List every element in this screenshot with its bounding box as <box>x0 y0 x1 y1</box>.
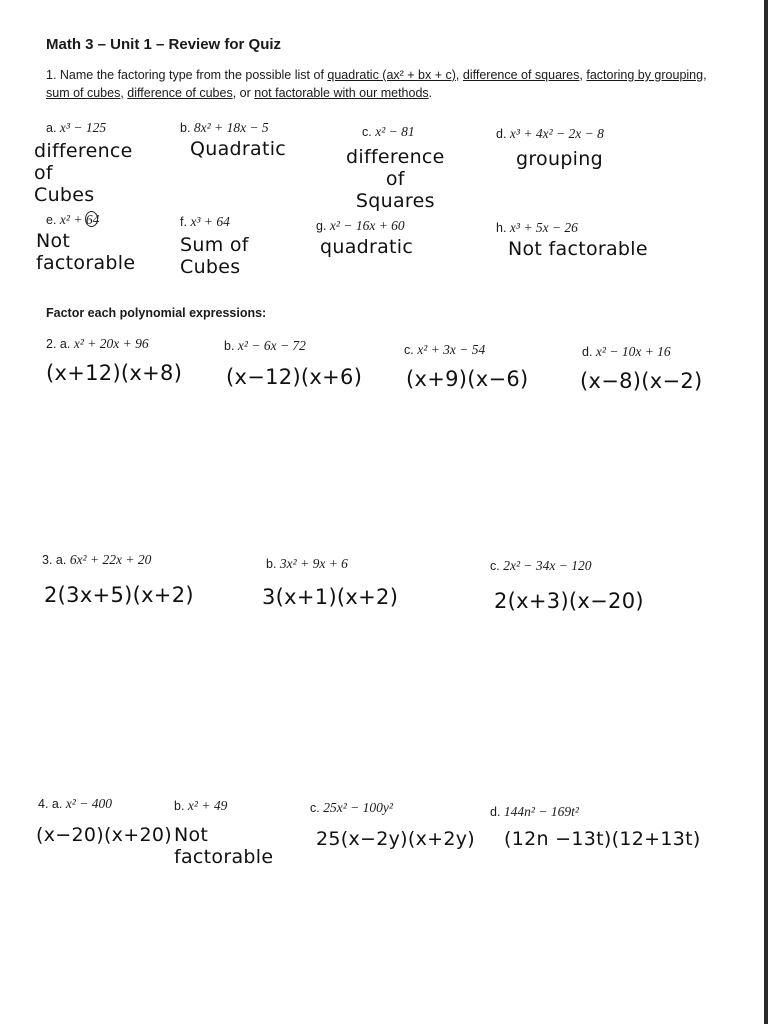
q2d-expression: x² − 10x + 16 <box>595 344 671 359</box>
q3a-expression: 6x² + 22x + 20 <box>69 552 152 567</box>
q2b-problem <box>224 338 306 354</box>
q4c-problem <box>310 800 393 816</box>
q2a-label: 2. a. <box>46 337 71 351</box>
q1-sep-5: , or <box>232 86 255 100</box>
q1d-problem <box>496 126 604 142</box>
q1b-expression: 8x² + 18x − 5 <box>193 120 269 135</box>
q1f-expression: x³ + 64 <box>190 214 230 229</box>
q2b-answer: (x−12)(x+6) <box>226 365 363 389</box>
q4b-problem <box>174 798 227 814</box>
q1d-expression: x³ + 4x² − 2x − 8 <box>509 126 604 141</box>
q3a-answer: 2(3x+5)(x+2) <box>44 583 194 607</box>
q1-sep-2: , <box>579 68 587 82</box>
option-difference-of-squares: difference of squares <box>462 68 580 82</box>
q1c-expression: x² − 81 <box>375 124 415 139</box>
option-difference-of-cubes: difference of cubes <box>127 86 233 100</box>
q1g-expression: x² − 16x + 60 <box>329 218 405 233</box>
q4a-problem <box>38 796 112 812</box>
q1b-answer: Quadratic <box>190 138 287 160</box>
q4d-problem <box>490 804 579 820</box>
q1a-expression: x³ − 125 <box>59 120 107 135</box>
q2a-answer: (x+12)(x+8) <box>46 361 183 385</box>
q1e-answer: Not factorable <box>36 230 136 274</box>
q2b-expression: x² − 6x − 72 <box>237 338 306 353</box>
q1h-expression: x³ + 5x − 26 <box>509 220 578 235</box>
q2c-problem <box>404 342 485 358</box>
q4d-label: d. <box>490 805 501 819</box>
q1d-label: d. <box>496 127 507 141</box>
q2d-problem <box>582 344 671 360</box>
q4b-expression: x² + 49 <box>187 798 228 813</box>
q1g-answer: quadratic <box>320 236 414 258</box>
q4a-expression: x² − 400 <box>65 796 112 811</box>
q1h-answer: Not factorable <box>508 238 648 260</box>
q1-prefix: 1. Name the factoring type from the possible list of <box>46 68 328 82</box>
q4d-answer: (12n −13t)(12+13t) <box>504 828 701 850</box>
page-title: Math 3 – Unit 1 – Review for Quiz <box>46 36 282 53</box>
q1b-problem <box>180 120 269 136</box>
q3c-expression: 2x² − 34x − 120 <box>503 558 592 573</box>
q1-sep-4: , <box>120 86 128 100</box>
q1c-label: c. <box>362 125 372 139</box>
q1a-answer: difference of Cubes <box>34 140 133 206</box>
q2d-label: d. <box>582 345 593 359</box>
q1f-label: f. <box>180 215 187 229</box>
q4c-label: c. <box>310 801 320 815</box>
q3c-problem <box>490 558 591 574</box>
q3a-label: 3. a. <box>42 553 67 567</box>
q1c-answer: difference of Squares <box>346 146 445 212</box>
scan-edge <box>764 0 768 1024</box>
q1e-expression: x² + 64 <box>59 212 100 227</box>
q3b-expression: 3x² + 9x + 6 <box>279 556 348 571</box>
q1g-label: g. <box>316 219 327 233</box>
option-sum-of-cubes: sum of cubes <box>46 86 121 100</box>
q2a-expression: x² + 20x + 96 <box>73 336 149 351</box>
q1-sep-1: , <box>455 68 463 82</box>
q4a-label: 4. a. <box>38 797 63 811</box>
q4c-expression: 25x² − 100y² <box>323 800 393 815</box>
q4a-answer: (x−20)(x+20) <box>36 824 172 846</box>
q1a-problem <box>46 120 106 136</box>
option-not-factorable: not factorable with our methods <box>254 86 429 100</box>
q1a-label: a. <box>46 121 57 135</box>
q4c-answer: 25(x−2y)(x+2y) <box>316 828 476 850</box>
option-quadratic: quadratic (ax² + bx + c) <box>327 68 456 82</box>
circled-plus-mark <box>85 211 98 227</box>
q3a-problem <box>42 552 151 568</box>
q1-sep-3: , <box>703 68 707 82</box>
q4d-expression: 144n² − 169t² <box>503 804 579 819</box>
q1h-label: h. <box>496 221 507 235</box>
q1f-problem <box>180 214 230 230</box>
q1g-problem <box>316 218 405 234</box>
q1h-problem <box>496 220 578 236</box>
q3b-problem <box>266 556 348 572</box>
q1e-label: e. <box>46 213 57 227</box>
q2a-problem <box>46 336 149 352</box>
q2c-label: c. <box>404 343 414 357</box>
factor-heading: Factor each polynomial expressions: <box>46 306 267 320</box>
q1d-answer: grouping <box>516 148 603 170</box>
q3b-label: b. <box>266 557 277 571</box>
q2c-expression: x² + 3x − 54 <box>417 342 486 357</box>
q4b-answer: Not factorable <box>174 824 274 868</box>
q1b-label: b. <box>180 121 191 135</box>
q2d-answer: (x−8)(x−2) <box>580 369 703 393</box>
q3c-answer: 2(x+3)(x−20) <box>494 589 644 613</box>
q1c-problem <box>362 124 415 140</box>
q3c-label: c. <box>490 559 500 573</box>
q2b-label: b. <box>224 339 235 353</box>
q4b-label: b. <box>174 799 185 813</box>
q1-instructions <box>46 66 726 102</box>
q1f-answer: Sum of Cubes <box>180 234 249 278</box>
q3b-answer: 3(x+1)(x+2) <box>262 585 399 609</box>
option-factoring-by-grouping: factoring by grouping <box>586 68 704 82</box>
q1-suffix: . <box>428 86 433 100</box>
q2c-answer: (x+9)(x−6) <box>406 367 529 391</box>
